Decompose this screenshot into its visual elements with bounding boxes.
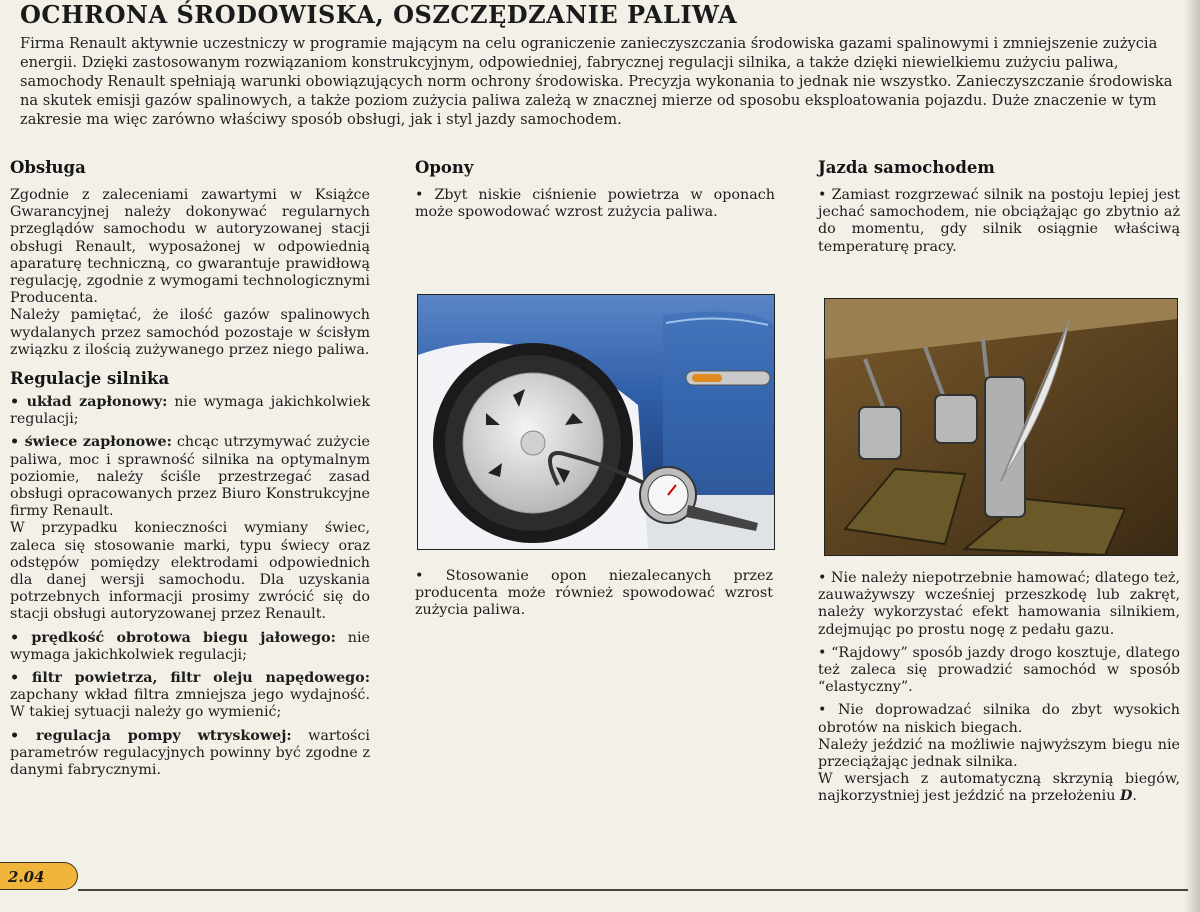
- jazda-paragraph-2: • Nie należy niepotrzebnie hamować; dlatego też, zauważywszy wcześniej przeszkodę lub zakręt, należy wykorzystać efekt hamowania silnikiem, zdejmując po prostu nogę z pedału gazu.: [818, 570, 1180, 638]
- regulacje-item-3: [10, 630, 370, 664]
- column-maintenance: [10, 158, 370, 779]
- item-text: nie wymaga jakichkolwiek regulacji;: [10, 629, 370, 663]
- swiece-note: W przypadku konieczności wymiany świec, zaleca się stosowanie marki, typu świecy oraz odstępów pomiędzy elektrodami odpowiednich dla danej wersji samochodu. Dla uzyskania potrzebnych informacji prosimy zwrócić się do stacji obsługi autoryzowanej przez Renault.: [10, 520, 370, 623]
- item-text: wartości parametrów regulacyjnych powinny być zgodne z danymi fabrycznymi.: [10, 727, 370, 779]
- jazda-paragraph-4: • Nie doprowadzać silnika do zbyt wysokich obrotów na niskich biegach.: [818, 702, 1180, 736]
- heading-regulacje: Regulacje silnika: [10, 369, 170, 389]
- binding-shadow: [1184, 0, 1200, 912]
- p6-text: W wersjach z automatyczną skrzynią biegów, najkorzystniej jest jeździć na przełożeniu: [818, 771, 1180, 805]
- obsluga-paragraph-1: Zgodnie z zaleceniami zawartymi w Książce Gwarancyjnej należy dokonywać regularnych przeglądów samochodu w autoryzowanej stacji obsługi Renault, wyposażonej w odpowiednią aparaturę techniczną, co gwarantuje prawidłową regulację, zgodnie z wymogami technologicznymi Producenta.: [10, 187, 370, 307]
- intro-paragraph: Firma Renault aktywnie uczestniczy w programie mającym na celu ograniczenie zanieczyszczania środowiska gazami spalinowymi i zmniejszenie zużycia energii. Dzięki zastosowanym rozwiązaniom konstrukcyjnym, odpowiedniej, fabrycznej regulacji silnika, a także dzięki niewielkiemu zużyciu paliwa, samochody Renault spełniają warunki obowiązujących norm ochrony środowiska. Precyzja wykonania to jednak nie wszystko. Zanieczyszczanie środowiska na skutek emisji gazów spalinowych, a także poziom zużycia paliwa zależą w znacznej mierze od sposobu eksploatowania pojazdu. Duże znaczenie w tym zakresie ma więc zarówno właściwy sposób obsługi, jak i styl jazdy samochodem.: [20, 35, 1173, 128]
- jazda-paragraph-1: • Zamiast rozgrzewać silnik na postoju lepiej jest jechać samochodem, nie obciążając go zbytnio aż do momentu, gdy silnik osiągnie właściwą temperaturę pracy.: [818, 187, 1180, 255]
- obsluga-paragraph-2: Należy pamiętać, że ilość gazów spalinowych wydalanych przez samochód pozostaje w ścisłym związku z ilością zużywanego przez niego paliwa.: [10, 307, 370, 358]
- jazda-paragraph-6: [818, 771, 1180, 805]
- heading-obsluga: Obsługa: [10, 158, 86, 177]
- heading-jazda: Jazda samochodem: [818, 158, 995, 177]
- item-text: nie wymaga jakichkolwiek regulacji;: [10, 394, 370, 428]
- item-label: • świece zapłonowe:: [10, 434, 172, 451]
- tyre-pressure-illustration: [417, 294, 775, 550]
- item-text: chcąc utrzymywać zużycie paliwa, moc i sprawność silnika na optymalnym poziomie, należy ściśle przestrzegać zasad obsługi opracowanych przez Biuro Konstrukcyjne firmy Renault.: [10, 434, 371, 520]
- p6-suffix: .: [1132, 788, 1137, 805]
- jazda-paragraph-3: • “Rajdowy” sposób jazdy drogo kosztuje, dlatego też zaleca się prowadzić samochód w sposób “elastyczny”.: [818, 644, 1180, 696]
- regulacje-item-2: [10, 434, 370, 520]
- opony-paragraph-1: • Zbyt niskie ciśnienie powietrza w oponach może spowodować wzrost zużycia paliwa.: [415, 187, 775, 221]
- pedals-feather-illustration: [824, 298, 1178, 556]
- page-title: OCHRONA ŚRODOWISKA, OSZCZĘDZANIE PALIWA: [20, 0, 738, 29]
- column-driving: [818, 158, 1180, 256]
- jazda-paragraph-5: Należy jeździć na możliwie najwyższym biegu nie przeciążając jednak silnika.: [818, 736, 1180, 771]
- regulacje-item-1: [10, 394, 370, 428]
- bottom-rule: [78, 889, 1188, 891]
- opony-caption: • Stosowanie opon niezalecanych przez producenta może również spowodować wzrost zużycia paliwa.: [415, 568, 773, 619]
- item-text: zapchany wkład filtra zmniejsza jego wydajność. W takiej sytuacji należy go wymienić;: [10, 687, 370, 721]
- column-tyres: [415, 158, 775, 221]
- jazda-lower-block: [818, 570, 1180, 806]
- item-label: • układ zapłonowy:: [10, 394, 168, 411]
- item-label: • regulacja pompy wtryskowej:: [10, 727, 292, 744]
- item-label: • filtr powietrza, filtr oleju napędowego:: [10, 670, 370, 687]
- gear-d: D: [1119, 788, 1133, 805]
- page-number-badge: 2.04: [0, 862, 78, 890]
- heading-opony: Opony: [415, 158, 474, 177]
- regulacje-item-5: [10, 728, 370, 780]
- item-label: • prędkość obrotowa biegu jałowego:: [10, 629, 336, 646]
- regulacje-item-4: [10, 670, 370, 722]
